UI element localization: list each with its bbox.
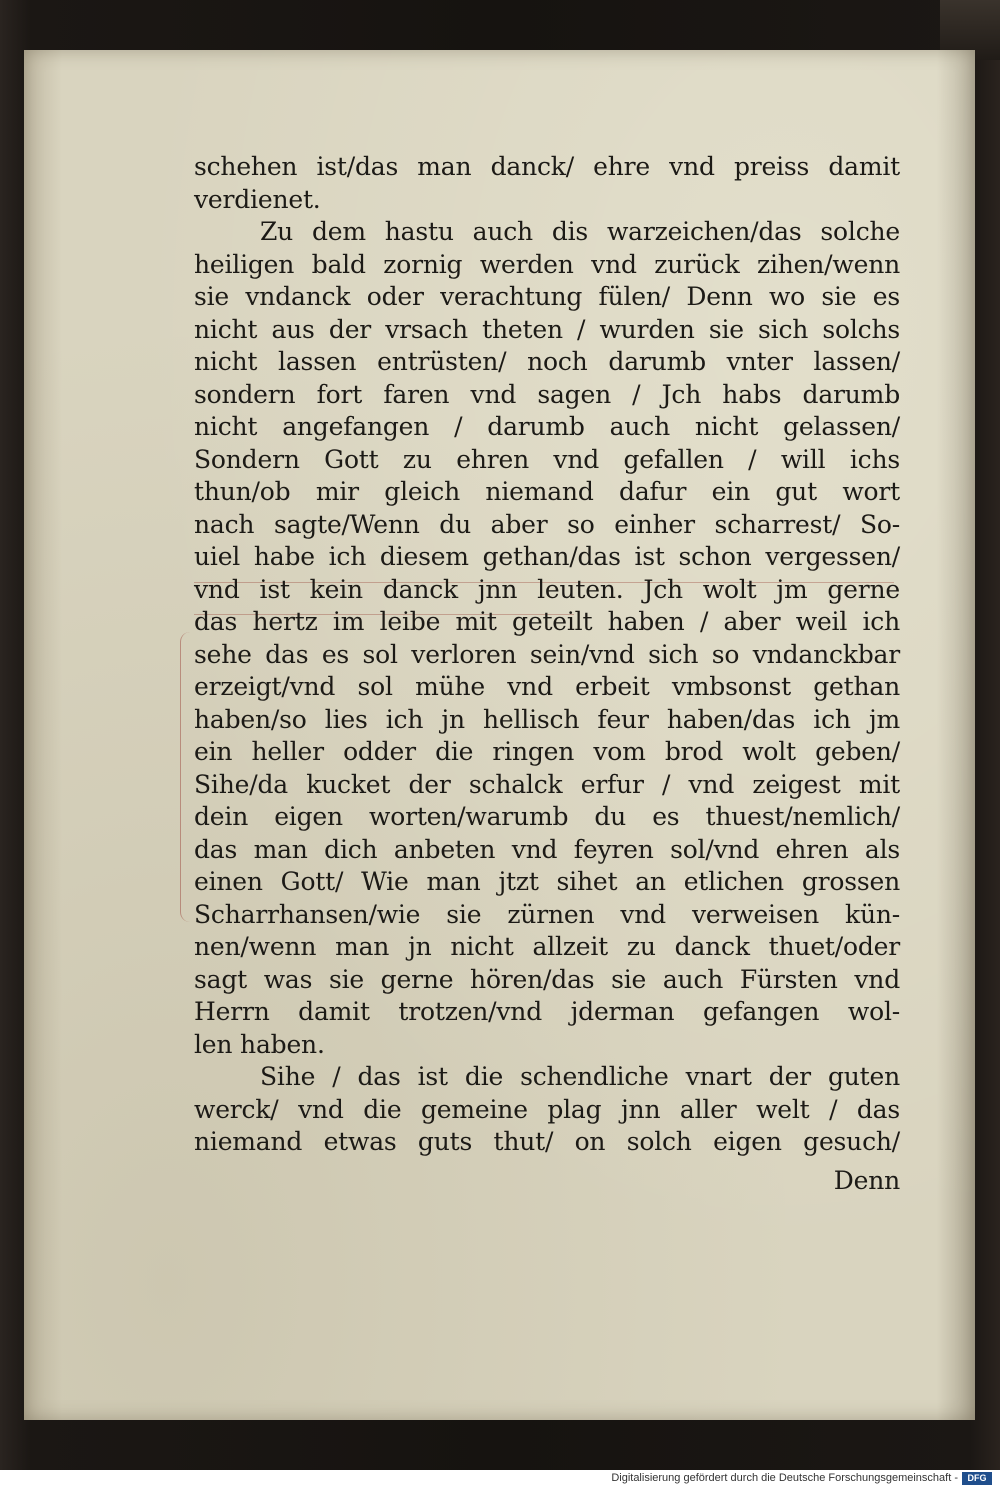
text-line: schehen ist/das man danck/ ehre vnd preiss damit [194, 152, 900, 181]
text-line: sehe das es sol verloren sein/vnd sich so vndanckbar [194, 639, 900, 669]
text-line: werck/ vnd die gemeine plag jnn aller welt / das [194, 1094, 900, 1124]
text-line: niemand etwas guts thut/ on solch eigen gesuch/ [194, 1127, 900, 1156]
text-line: thun/ob mir gleich niemand dafur ein gut wort [194, 477, 900, 506]
text-line: len haben. [194, 1029, 325, 1059]
text-line: das hertz im leibe mit geteilt haben / aber weil ich [194, 607, 900, 636]
text-line: nicht angefangen / darumb auch nicht gelassen/ [194, 412, 900, 441]
text-line: Scharrhansen/wie sie zürnen vnd verweisen kün- [194, 899, 900, 929]
text-line: einen Gott/ Wie man jtzt sihet an etlichen grossen [194, 867, 900, 896]
text-line: vnd ist kein danck jnn leuten. Jch wolt jm gerne [194, 574, 900, 604]
text-line: Herrn damit trotzen/vnd jderman gefangen wol- [194, 997, 900, 1026]
text-line: Sihe/da kucket der schalck erfur / vnd zeigest mit [194, 769, 900, 799]
text-line: sagt was sie gerne hören/das sie auch Fürsten vnd [194, 964, 900, 994]
funding-credit: Digitalisierung gefördert durch die Deutsche Forschungsgemeinschaft - [611, 1472, 958, 1484]
text-line: nen/wenn man jn nicht allzeit zu danck thuet/oder [194, 932, 900, 961]
text-line: das man dich anbeten vnd feyren sol/vnd ehren als [194, 834, 900, 864]
text-line: Zu dem hastu auch dis warzeichen/das solche [260, 217, 900, 246]
text-line: Sondern Gott zu ehren vnd gefallen / will ichs [194, 444, 900, 474]
text-line: erzeigt/vnd sol mühe vnd erbeit vmbsonst gethan [194, 672, 900, 701]
text-line: haben/so lies ich jn hellisch feur haben/das ich jm [194, 704, 900, 734]
text-line: ein heller odder die ringen vom brod wolt geben/ [194, 737, 900, 766]
text-line: nicht aus der vrsach theten / wurden sie sich solchs [194, 314, 900, 344]
dfg-logo: DFG [962, 1472, 992, 1485]
text-line: dein eigen worten/warumb du es thuest/nemlich/ [194, 802, 900, 831]
catchword: Denn [833, 1165, 900, 1195]
page-text [194, 151, 914, 1197]
text-line: Sihe / das ist die schendliche vnart der guten [260, 1062, 900, 1091]
text-line: verdienet. [194, 184, 321, 214]
text-line: sondern fort faren vnd sagen / Jch habs darumb [194, 379, 900, 409]
text-line: uiel habe ich diesem gethan/das ist schon vergessen/ [194, 542, 900, 571]
text-line: sie vndanck oder verachtung fülen/ Denn wo sie es [194, 282, 900, 311]
text-line: nach sagte/Wenn du aber so einher scharrest/ So- [194, 509, 900, 539]
red-pencil-margin-mark [180, 632, 193, 922]
text-line: nicht lassen entrüsten/ noch darumb vnter lassen/ [194, 347, 900, 376]
text-line: heiligen bald zornig werden vnd zurück zihen/wenn [194, 249, 900, 279]
